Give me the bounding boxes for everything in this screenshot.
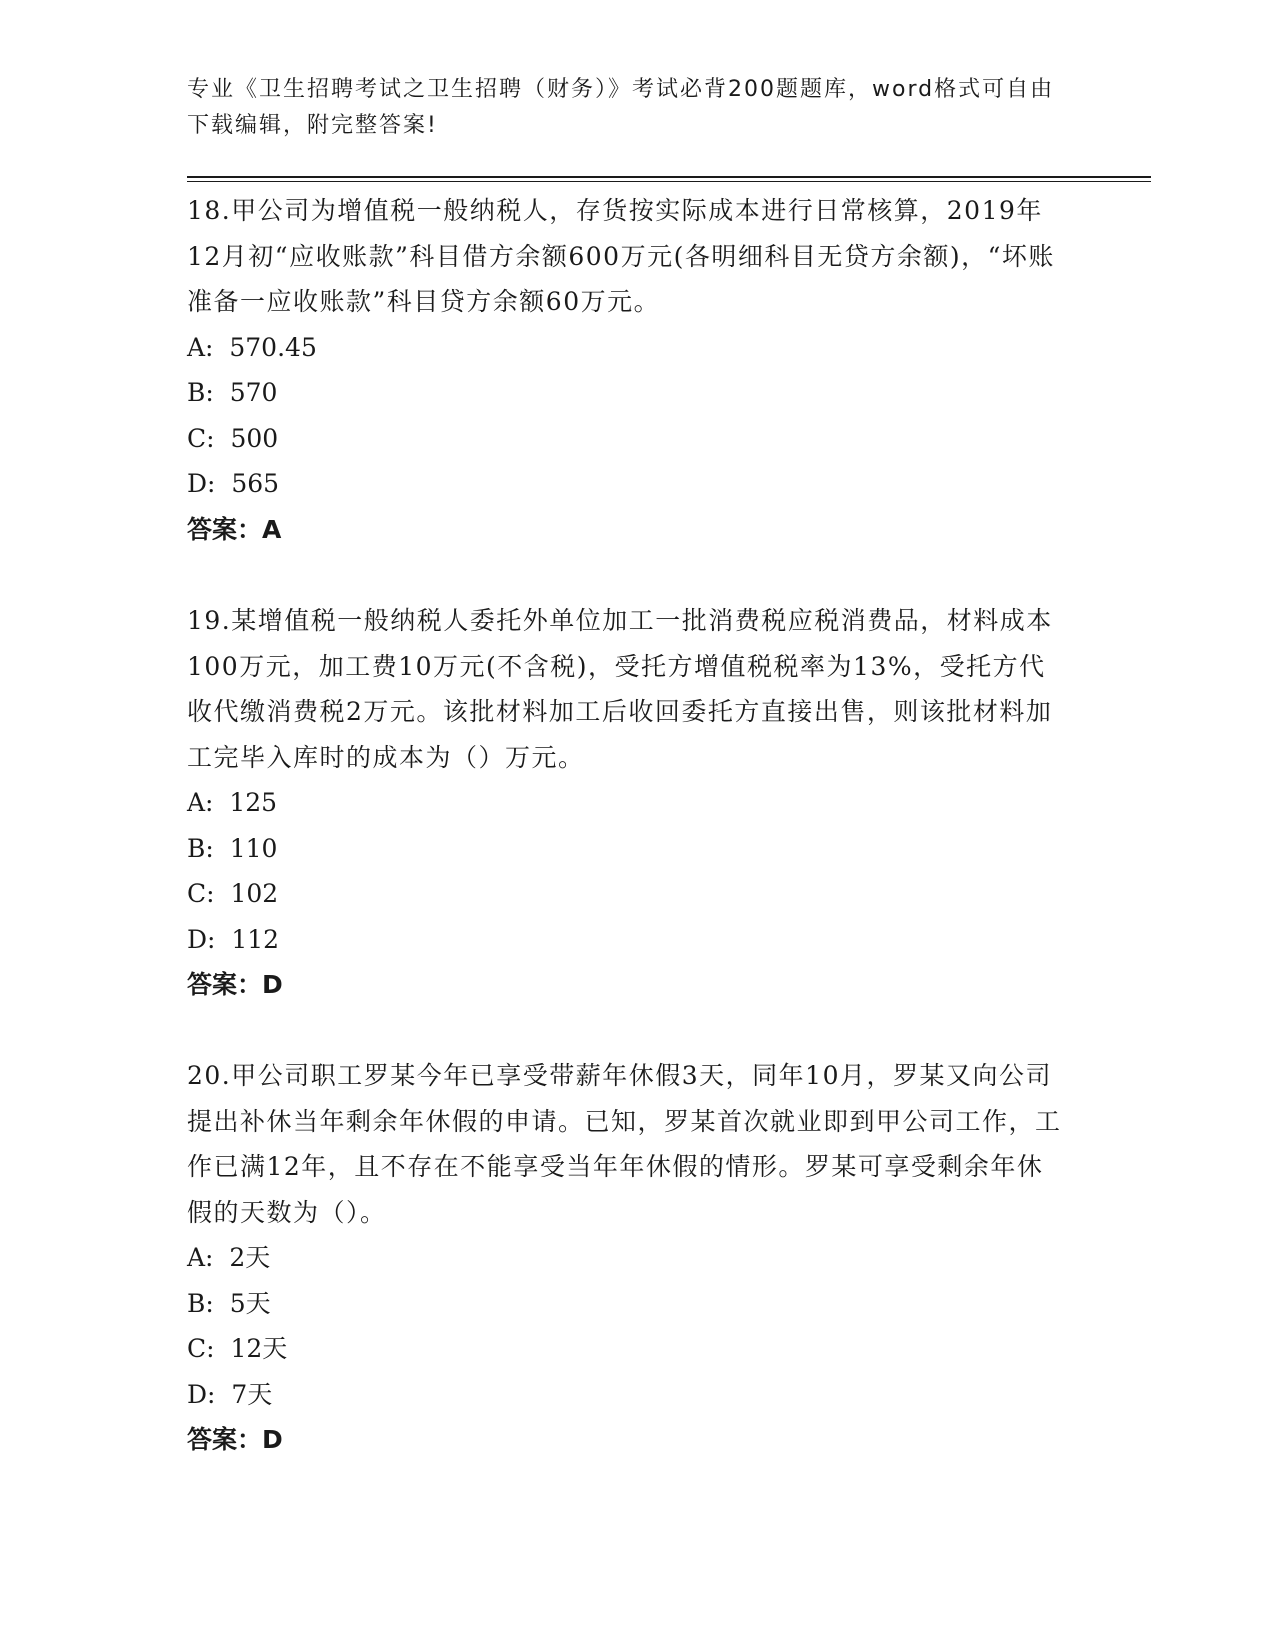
- option-d: D: 112: [187, 924, 280, 954]
- question-18: [187, 188, 1067, 552]
- option-c: C: 12天: [187, 1334, 288, 1363]
- option-b: B: 5天: [187, 1288, 271, 1318]
- question-text: 19.某增值税一般纳税人委托外单位加工一批消费税应税消费品，材料成本100万元，加工费10万元(不含税)，受托方增值税税率为13%，受托方代收代缴消费税2万元。该批材料加工后收回委托方直接出售，则该批材料加工完毕入库时的成本为（）万元。: [187, 606, 1053, 772]
- header-divider-thin: [187, 181, 1151, 182]
- question-text: 20.甲公司职工罗某今年已享受带薪年休假3天，同年10月，罗某又向公司提出补休当年剩余年休假的申请。已知，罗某首次就业即到甲公司工作，工作已满12年，且不存在不能享受当年年休假的情形。罗某可享受剩余年休假的天数为（）。: [187, 1061, 1062, 1227]
- option-d: D: 565: [187, 469, 280, 498]
- option-d: D: 7天: [187, 1379, 273, 1409]
- option-c: C: 102: [187, 879, 279, 908]
- option-b: B: 110: [187, 833, 278, 863]
- document-header: [187, 72, 1067, 144]
- header-divider-thick: [187, 176, 1151, 178]
- answer: 答案：D: [187, 970, 283, 999]
- question-text: 18.甲公司为增值税一般纳税人，存货按实际成本进行日常核算，2019年12月初“应收账款”科目借方余额600万元(各明细科目无贷方余额)，“坏账准备一应收账款”科目贷方余额60万元。: [187, 196, 1055, 316]
- question-19: [187, 598, 1067, 1008]
- header-title: 专业《卫生招聘考试之卫生招聘（财务）》考试必背200题题库，word格式可自由下载编辑，附完整答案!: [187, 77, 1055, 138]
- answer: 答案：D: [187, 1425, 283, 1454]
- option-a: A: 125: [187, 788, 278, 817]
- question-20: [187, 1053, 1067, 1463]
- option-a: A: 570.45: [187, 332, 317, 362]
- option-c: C: 500: [187, 423, 279, 453]
- option-b: B: 570: [187, 378, 278, 407]
- answer: 答案：A: [187, 514, 282, 544]
- option-a: A: 2天: [187, 1243, 271, 1272]
